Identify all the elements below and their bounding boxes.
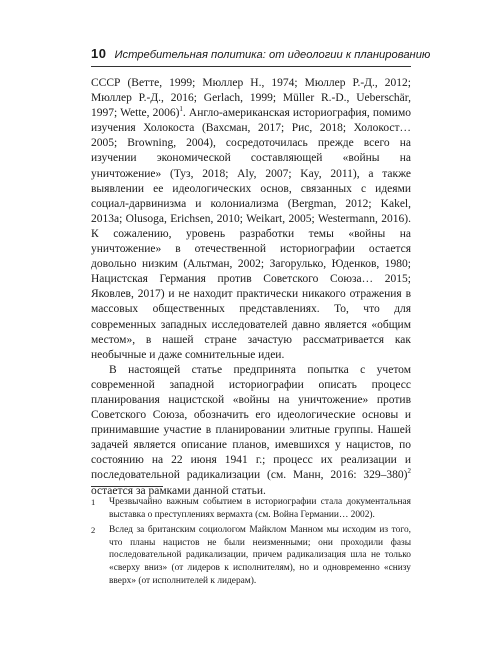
paragraph-2-text-b: остается за рамками данной статьи. bbox=[91, 484, 266, 497]
paragraph-1-text-b: . Англо-американская историография, помимо изучения Холокоста (Вахсман, 2017; Рис, 2018; Холокост… 2005; Browning, 2004), сосредоточилась прежде всего на изучении экономической составляющей «войны на уничтожение» (Туз, 2018; Aly, 2007; Kay, 2011), а также выявлении ее идеологических основ, связанных с идеями социал-дарвинизма и колониализма (Bergman, 2012; Kakel, 2013a; Olusoga, Erichsen, 2010; Weikart, 2005; Westermann, 2016). К сожалению, уровень разработки темы «войны на уничтожение» в отечественной историографии остается довольно низким (Альтман, 2002; Загорулько, Юденков, 1980; Нацистская Германия против Советского Союза… 2015; Яковлев, 2017) и не находит практически никакого отражения в массовых общественных представлениях. То, что для современных западных исследователей давно является «общим местом», в нашей стране зачастую рассматривается как необычные и даже сомнительные идеи. bbox=[91, 107, 411, 361]
running-header bbox=[91, 46, 431, 66]
footnote-text: Вслед за британским социологом Майклом Манном мы исходим из того, что планы нацистов не были неизменными; они проходили фазы последовательной радикализации, причем радикализация шла не только «сверху вниз» (от лидеров к исполнителям), но и одновременно «снизу вверх» (от исполнителей к лидерам). bbox=[109, 525, 411, 586]
paragraph-2 bbox=[91, 363, 411, 499]
footnote-ref-1: 1 bbox=[179, 105, 183, 114]
footnote-number: 1 bbox=[91, 497, 96, 507]
footnote-divider bbox=[91, 486, 163, 487]
paragraph-1 bbox=[91, 76, 411, 363]
paragraph-2-text-a: В настоящей статье предпринята попытка с учетом современной западной историографии описать процесс планирования нацистской «войны на уничтожение» против Советского Союза, обозначить его идеологические основы и принимавшие участие в планировании элитные группы. Нашей задачей является описание планов, имевшихся у нацистов, по состоянию на 22 июня 1941 г.; процесс их реализации и последовательной радикализации (см. Манн, 2016: 329–380) bbox=[91, 363, 411, 482]
page-number: 10 bbox=[91, 46, 107, 61]
footnote-1 bbox=[91, 496, 411, 521]
footnote-ref-2: 2 bbox=[407, 467, 411, 476]
footnote-text: Чрезвычайно важным событием в историографии стала документальная выставка о преступлениях вермахта (см. Война Германии… 2002). bbox=[109, 497, 411, 520]
header-divider bbox=[91, 66, 411, 67]
footnotes bbox=[91, 496, 411, 590]
footnote-2 bbox=[91, 524, 411, 587]
main-text bbox=[91, 76, 411, 499]
paragraph-1-text-a: СССР (Ветте, 1999; Мюллер Н., 1974; Мюллер Р.-Д., 2012; Мюллер Р.-Д., 2016; Gerlach, 1999; Müller R.-D., Ueberschär, 1997; Wette, 2006) bbox=[91, 77, 411, 120]
running-title: Истребительная политика: от идеологии к планированию bbox=[114, 49, 431, 61]
footnote-number: 2 bbox=[91, 525, 96, 536]
